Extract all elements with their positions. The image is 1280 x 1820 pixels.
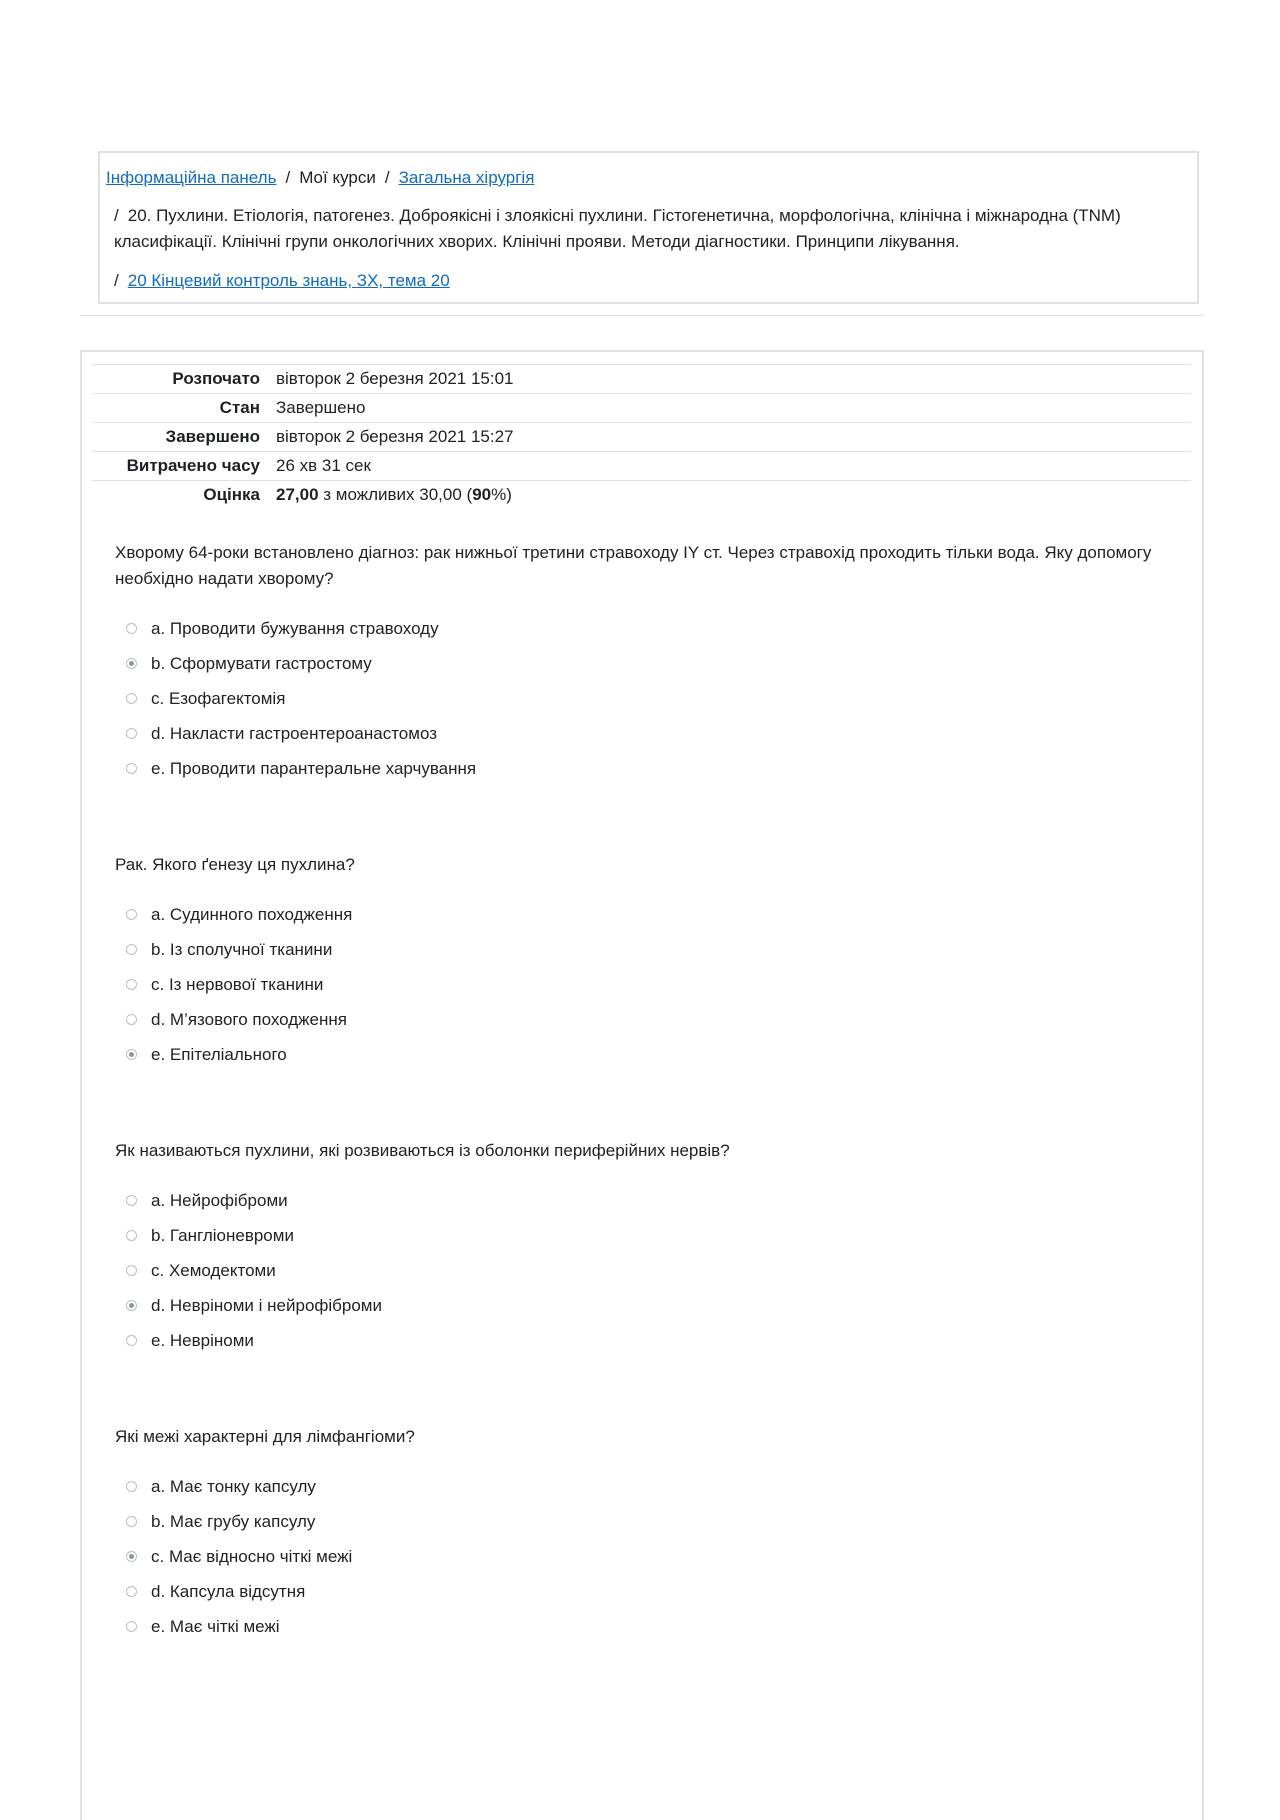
- breadcrumb-separator: /: [114, 206, 119, 225]
- radio-button[interactable]: [126, 1300, 137, 1311]
- answer-label: a. Судинного походження: [151, 905, 353, 924]
- answer-option[interactable]: [115, 1616, 1175, 1651]
- answer-option[interactable]: [115, 1581, 1175, 1616]
- answer-option[interactable]: [115, 974, 1175, 1009]
- answer-label: b. Сформувати гастростому: [151, 654, 372, 673]
- answer-option[interactable]: [115, 688, 1175, 723]
- radio-button[interactable]: [126, 728, 137, 739]
- radio-button[interactable]: [126, 1551, 137, 1562]
- answer-label: e. Невріноми: [151, 1331, 254, 1350]
- radio-button[interactable]: [126, 909, 137, 920]
- radio-button[interactable]: [126, 1335, 137, 1346]
- breadcrumb-separator: /: [114, 271, 119, 290]
- breadcrumb-quiz-link[interactable]: 20 Кінцевий контроль знань, ЗХ, тема 20: [127, 271, 450, 290]
- breadcrumb-topic: 20. Пухлини. Етіологія, патогенез. Доброякісні і злоякісні пухлини. Гістогенетична, морфологічна, клінічна і міжнародна (TNM) класифікації. Клінічні групи онкологічних хворих. Клінічні прояви. Методи діагностики. Принципи лікування.: [114, 206, 1121, 251]
- answer-option[interactable]: [115, 1190, 1175, 1225]
- answer-option[interactable]: [115, 1225, 1175, 1260]
- answer-label: b. Із сполучної тканини: [151, 940, 333, 959]
- breadcrumb-line-1: [106, 165, 534, 191]
- answer-label: e. Проводити парантеральне харчування: [151, 759, 477, 778]
- answer-option[interactable]: [115, 653, 1175, 688]
- radio-button[interactable]: [126, 1481, 137, 1492]
- answer-option[interactable]: [115, 1476, 1175, 1511]
- question-4: [115, 1424, 1175, 1651]
- answer-option[interactable]: [115, 1044, 1175, 1079]
- breadcrumb-dashboard-link[interactable]: Інформаційна панель: [106, 168, 277, 187]
- question-1: [115, 540, 1175, 793]
- radio-button[interactable]: [126, 1049, 137, 1060]
- answer-option[interactable]: [115, 1009, 1175, 1044]
- answer-option[interactable]: [115, 723, 1175, 758]
- header-divider: [80, 315, 1204, 316]
- breadcrumb-course-link[interactable]: Загальна хірургія: [398, 168, 535, 187]
- answer-option[interactable]: [115, 1511, 1175, 1546]
- breadcrumb: [98, 151, 1199, 304]
- radio-button[interactable]: [126, 1621, 137, 1632]
- breadcrumb-line-2: [114, 203, 1184, 255]
- summary-row-time: [92, 452, 1191, 481]
- answer-option[interactable]: [115, 1295, 1175, 1330]
- answer-label: b. Гангліоневроми: [151, 1226, 294, 1245]
- answer-label: c. Має відносно чіткі межі: [151, 1547, 353, 1566]
- grade-middle: з можливих 30,00 (: [318, 485, 473, 505]
- radio-button[interactable]: [126, 944, 137, 955]
- answer-option[interactable]: [115, 1546, 1175, 1581]
- question-2: [115, 852, 1175, 1079]
- attempt-summary-table: [92, 364, 1191, 510]
- answer-label: d. Накласти гастроентероанастомоз: [151, 724, 438, 743]
- answer-option[interactable]: [115, 1260, 1175, 1295]
- answer-label: c. Хемодектоми: [151, 1261, 276, 1280]
- answer-option[interactable]: [115, 618, 1175, 653]
- summary-row-completed: [92, 423, 1191, 452]
- question-3: [115, 1138, 1175, 1365]
- breadcrumb-line-3: [114, 268, 450, 294]
- answer-label: d. М’язового походження: [151, 1010, 347, 1029]
- radio-button[interactable]: [126, 1230, 137, 1241]
- breadcrumb-my-courses: Мої курси: [299, 168, 376, 187]
- question-text: Які межі характерні для лімфангіоми?: [115, 1427, 415, 1446]
- answer-option[interactable]: [115, 939, 1175, 974]
- answer-label: a. Проводити бужування стравоходу: [151, 619, 439, 638]
- answer-label: e. Має чіткі межі: [151, 1617, 280, 1636]
- answer-option[interactable]: [115, 904, 1175, 939]
- radio-button[interactable]: [126, 658, 137, 669]
- summary-label: Розпочато: [172, 369, 260, 388]
- question-text: Хворому 64-роки встановлено діагноз: рак нижньої третини стравоходу IY ст. Через стравохід проходить тільки вода. Яку допомогу необхідно надати хворому?: [115, 543, 1152, 588]
- summary-grade-value: [276, 481, 1191, 510]
- summary-label: Стан: [219, 398, 260, 417]
- breadcrumb-separator: /: [285, 168, 291, 187]
- radio-button[interactable]: [126, 763, 137, 774]
- grade-end: %): [491, 485, 512, 505]
- question-text: Як називаються пухлини, які розвиваються із оболонки периферійних нервів?: [115, 1141, 730, 1160]
- summary-label: Оцінка: [203, 485, 260, 505]
- answer-label: a. Нейрофіброми: [151, 1191, 288, 1210]
- summary-label: Завершено: [165, 427, 260, 446]
- summary-label: Витрачено часу: [126, 456, 260, 475]
- radio-button[interactable]: [126, 979, 137, 990]
- radio-button[interactable]: [126, 623, 137, 634]
- answer-option[interactable]: [115, 758, 1175, 793]
- answer-label: d. Невріноми і нейрофіброми: [151, 1296, 382, 1315]
- grade-score: 27,00: [276, 485, 319, 505]
- radio-button[interactable]: [126, 1586, 137, 1597]
- summary-value: вівторок 2 березня 2021 15:27: [276, 427, 514, 446]
- answer-label: b. Має грубу капсулу: [151, 1512, 316, 1531]
- summary-row-grade: [92, 481, 1191, 510]
- answer-option[interactable]: [115, 1330, 1175, 1365]
- breadcrumb-separator: /: [384, 168, 390, 187]
- answer-label: e. Епітеліального: [151, 1045, 287, 1064]
- summary-row-state: [92, 394, 1191, 423]
- radio-button[interactable]: [126, 1516, 137, 1527]
- radio-button[interactable]: [126, 1195, 137, 1206]
- answer-label: d. Капсула відсутня: [151, 1582, 306, 1601]
- summary-row-started: [92, 365, 1191, 394]
- summary-value: Завершено: [276, 398, 366, 417]
- radio-button[interactable]: [126, 1265, 137, 1276]
- summary-value: 26 хв 31 сек: [276, 456, 371, 475]
- answer-label: a. Має тонку капсулу: [151, 1477, 316, 1496]
- radio-button[interactable]: [126, 693, 137, 704]
- summary-value: вівторок 2 березня 2021 15:01: [276, 369, 514, 388]
- radio-button[interactable]: [126, 1014, 137, 1025]
- answer-label: c. Езофагектомія: [151, 689, 286, 708]
- answer-label: c. Із нервової тканини: [151, 975, 324, 994]
- question-text: Рак. Якого ґенезу ця пухлина?: [115, 855, 355, 874]
- grade-percent: 90: [472, 485, 492, 505]
